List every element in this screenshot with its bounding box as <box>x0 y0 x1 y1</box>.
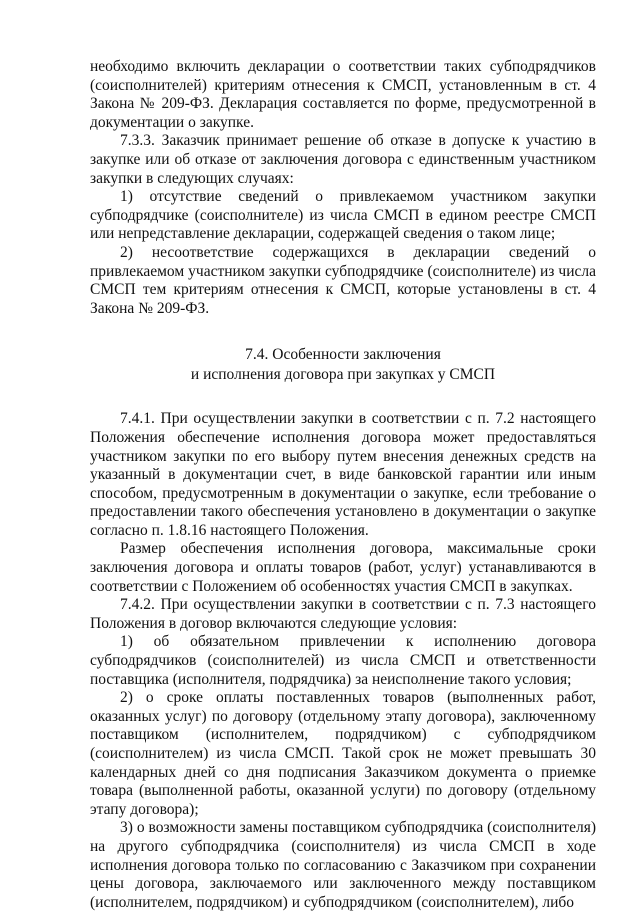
paragraph-7-4-2-item-1: 1) об обязательном привлечении к исполнению договора субподрядчиков (соисполнителей) из числа СМСП и ответственности поставщика (исполнителя, подрядчика) за неисполнение такого условия; <box>90 633 596 688</box>
paragraph-security-size: Размер обеспечения исполнения договора, максимальные сроки заключения договора и оплаты товаров (работ, услуг) устанавливаются в соответствии с Положением об особенностях участия СМСП в закупках. <box>90 540 596 595</box>
paragraph-7-4-2-item-2: 2) о сроке оплаты поставленных товаров (выполненных работ, оказанных услуг) по договору (отдельному этапу договора), заключенному поставщиком (исполнителем, подрядчиком) с субподрядчиком (соисполнителем) из числа СМСП. Такой срок не может превышать 30 календарных дней со дня подписания Заказчиком документа о приемке товара (выполненной работы, оказанной услуги) по договору (отдельному этапу договора); <box>90 689 596 818</box>
document-page <box>90 58 596 912</box>
paragraph-7-3-3: 7.3.3. Заказчик принимает решение об отказе в допуске к участию в закупке или об отказе от заключения договора с единственным участником закупки в следующих случаях: <box>90 132 596 187</box>
paragraph-7-3-3-item-1: 1) отсутствие сведений о привлекаемом участником закупки субподрядчике (соисполнителе) из числа СМСП в едином реестре СМСП или непредставление декларации, содержащей сведения о таком лице; <box>90 188 596 243</box>
section-heading-7-4 <box>90 345 596 385</box>
paragraph-7-4-2-item-3: 3) о возможности замены поставщиком субподрядчика (соисполнителя) на другого субподрядчика (соисполнителя) из числа СМСП в ходе исполнения договора только по согласованию с Заказчиком при сохранении цены договора, заключаемого или заключенного между поставщиком (исполнителем, подрядчиком) и субподрядчиком (соисполнителем), либо <box>90 819 596 911</box>
section-heading-line-1: 7.4. Особенности заключения <box>245 346 441 364</box>
paragraph-continuation: необходимо включить декларации о соответствии таких субподрядчиков (соисполнителей) критериям отнесения к СМСП, установленным в ст. 4 Закона № 209-ФЗ. Декларация составляется по форме, предусмотренной в документации о закупке. <box>90 58 596 131</box>
paragraph-7-4-1: 7.4.1. При осуществлении закупки в соответствии с п. 7.2 настоящего Положения обеспечение исполнения договора может предоставляться участником закупки по его выбору путем внесения денежных средств на указанный в документации счет, в виде банковской гарантии или иным способом, предусмотренным в документации о закупке, если требование о предоставлении такого обеспечения установлено в документации о закупке согласно п. 1.8.16 настоящего Положения. <box>90 410 596 539</box>
paragraph-7-4-2: 7.4.2. При осуществлении закупки в соответствии с п. 7.3 настоящего Положения в договор включаются следующие условия: <box>90 596 596 632</box>
paragraph-7-3-3-item-2: 2) несоответствие содержащихся в декларации сведений о привлекаемом участником закупки субподрядчике (соисполнителе) из числа СМСП тем критериям отнесения к СМСП, которые установлены в ст. 4 Закона № 209-ФЗ. <box>90 243 596 317</box>
section-heading-line-2: и исполнения договора при закупках у СМСП <box>190 366 496 384</box>
